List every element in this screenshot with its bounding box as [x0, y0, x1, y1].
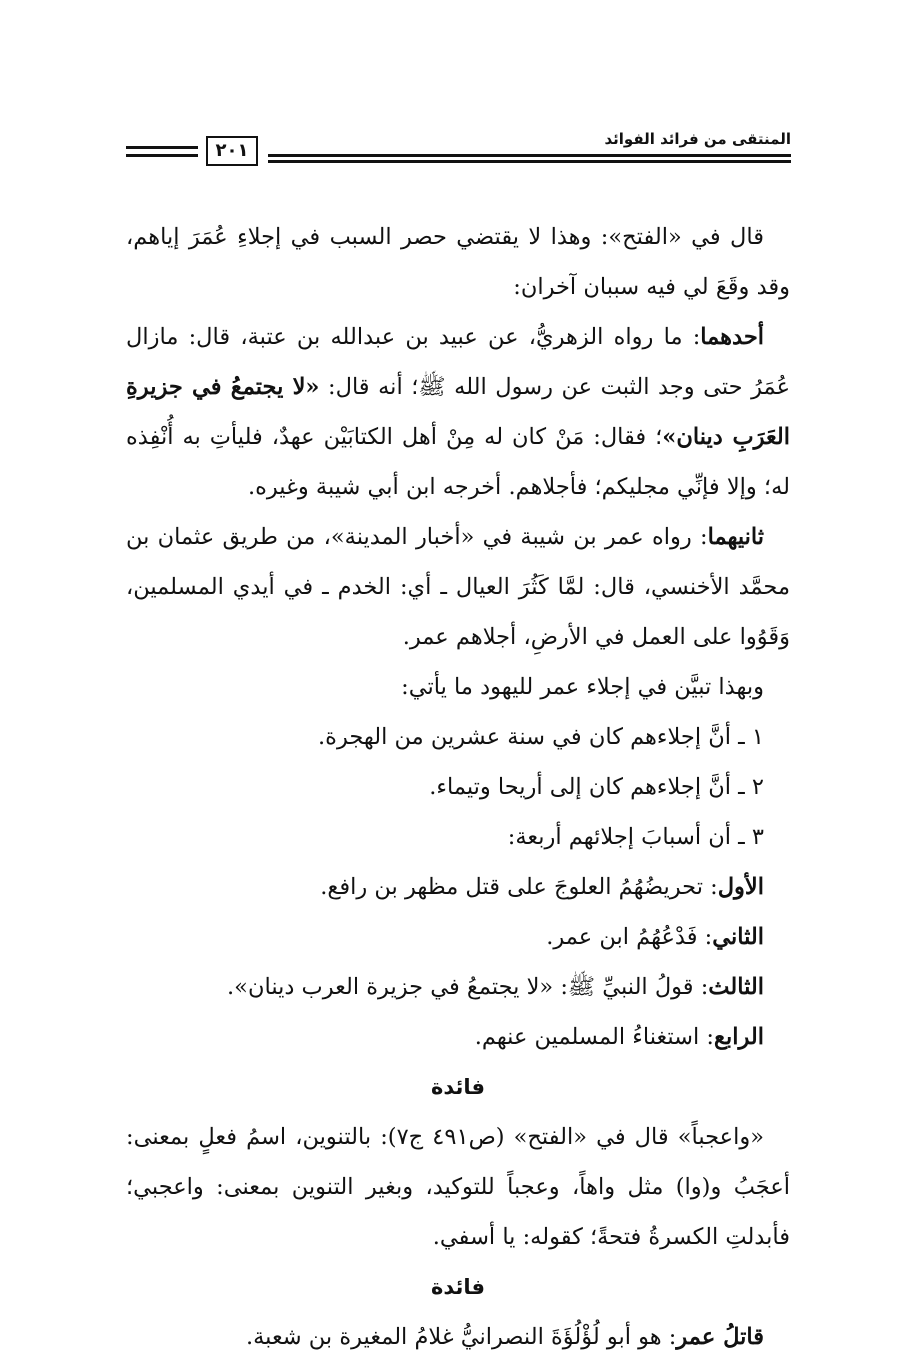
book-title: المنتقى من فرائد الفوائد — [604, 130, 791, 148]
paragraph-label: ثانيهما — [707, 524, 764, 550]
section-heading: فائدة — [430, 1275, 486, 1299]
reason-label: الثالث — [708, 974, 764, 1000]
reason-item — [126, 862, 790, 912]
reason-label: الأول — [717, 874, 764, 900]
reason-item — [126, 962, 790, 1012]
list-item: ١ ـ أنَّ إجلاءهم كان في سنة عشرين من الهجرة. — [318, 724, 764, 750]
list-item: ٣ ـ أن أسبابَ إجلائهم أربعة: — [507, 824, 764, 850]
paragraph-text: : ما رواه الزهريُّ، عن عبيد بن عبدالله بن عتبة، قال: مازال عُمَرُ حتى وجد الثبت عن رسول الله ﷺ؛ أنه قال: — [126, 324, 790, 400]
paragraph: قال في «الفتح»: وهذا لا يقتضي حصر السبب في إجلاءِ عُمَرَ إياهم، وقد وقَعَ لي فيه سببان آخران: — [126, 224, 790, 300]
reason-text: : تحريضُهُمُ العلوجَ على قتل مظهر بن رافع. — [320, 874, 718, 900]
section-heading: فائدة — [430, 1075, 486, 1099]
header-rule-left-bottom — [126, 154, 198, 157]
paragraph-label: قاتلُ عمر — [676, 1324, 764, 1350]
header-rule-left-top — [126, 146, 198, 149]
header-rule-right-top — [268, 154, 791, 157]
paragraph — [126, 512, 790, 662]
reason-text: : فَدْعُهُمُ ابن عمر. — [546, 924, 713, 950]
reason-text: : قولُ النبيِّ ﷺ: «لا يجتمعُ في جزيرة العرب دينان». — [227, 974, 709, 1000]
reason-text: : استغناءُ المسلمين عنهم. — [474, 1024, 714, 1050]
reason-label: الرابع — [713, 1024, 764, 1050]
paragraph: «واعجباً» قال في «الفتح» (ص٤٩١ ج٧): بالتنوين، اسمُ فعلٍ بمعنى: أعجَبُ و(وا) مثل واهاً، وعجباً للتوكيد، وبغير التنوين بمعنى: واعجبي؛ فأبدلتِ الكسرةُ فتحةً؛ كقوله: يا أسفي. — [126, 1124, 790, 1250]
page-body — [126, 212, 790, 1362]
paragraph-text: : رواه عمر بن شيبة في «أخبار المدينة»، من طريق عثمان بن محمَّد الأخنسي، قال: لمَّا كَثُرَ العيال ـ أي: الخدم ـ في أيدي المسلمين، وَقَوُوا على العمل في الأرضِ، أجلاهم عمر. — [126, 524, 790, 650]
reason-item — [126, 1012, 790, 1062]
reason-item — [126, 912, 790, 962]
page-number: ٢٠١ — [206, 136, 258, 166]
paragraph-text: : هو أبو لُؤْلُؤَةَ النصرانيُّ غلامُ المغيرة بن شعبة. — [245, 1324, 677, 1350]
reason-label: الثاني — [712, 924, 764, 950]
paragraph-text: ؛ فقال: مَنْ كان له مِنْ أهل الكتابَيْن عهدٌ، فليأتِ به أُنْفِذه له؛ وإلا فإنِّي مجليكم؛ فأجلاهم. أخرجه ابن أبي شيبة وغيره. — [126, 424, 790, 500]
header-rule-right-bottom — [268, 160, 791, 163]
running-header — [126, 118, 791, 178]
hadith-quote: «لا يجتمعُ في جزيرةِ العَرَبِ دينان» — [126, 374, 790, 450]
paragraph — [126, 312, 790, 512]
list-item: ٢ ـ أنَّ إجلاءهم كان إلى أريحا وتيماء. — [429, 774, 764, 800]
paragraph-label: أحدهما — [700, 324, 764, 350]
paragraph: وبهذا تبيَّن في إجلاء عمر لليهود ما يأتي: — [401, 674, 764, 700]
paragraph — [126, 1312, 790, 1362]
